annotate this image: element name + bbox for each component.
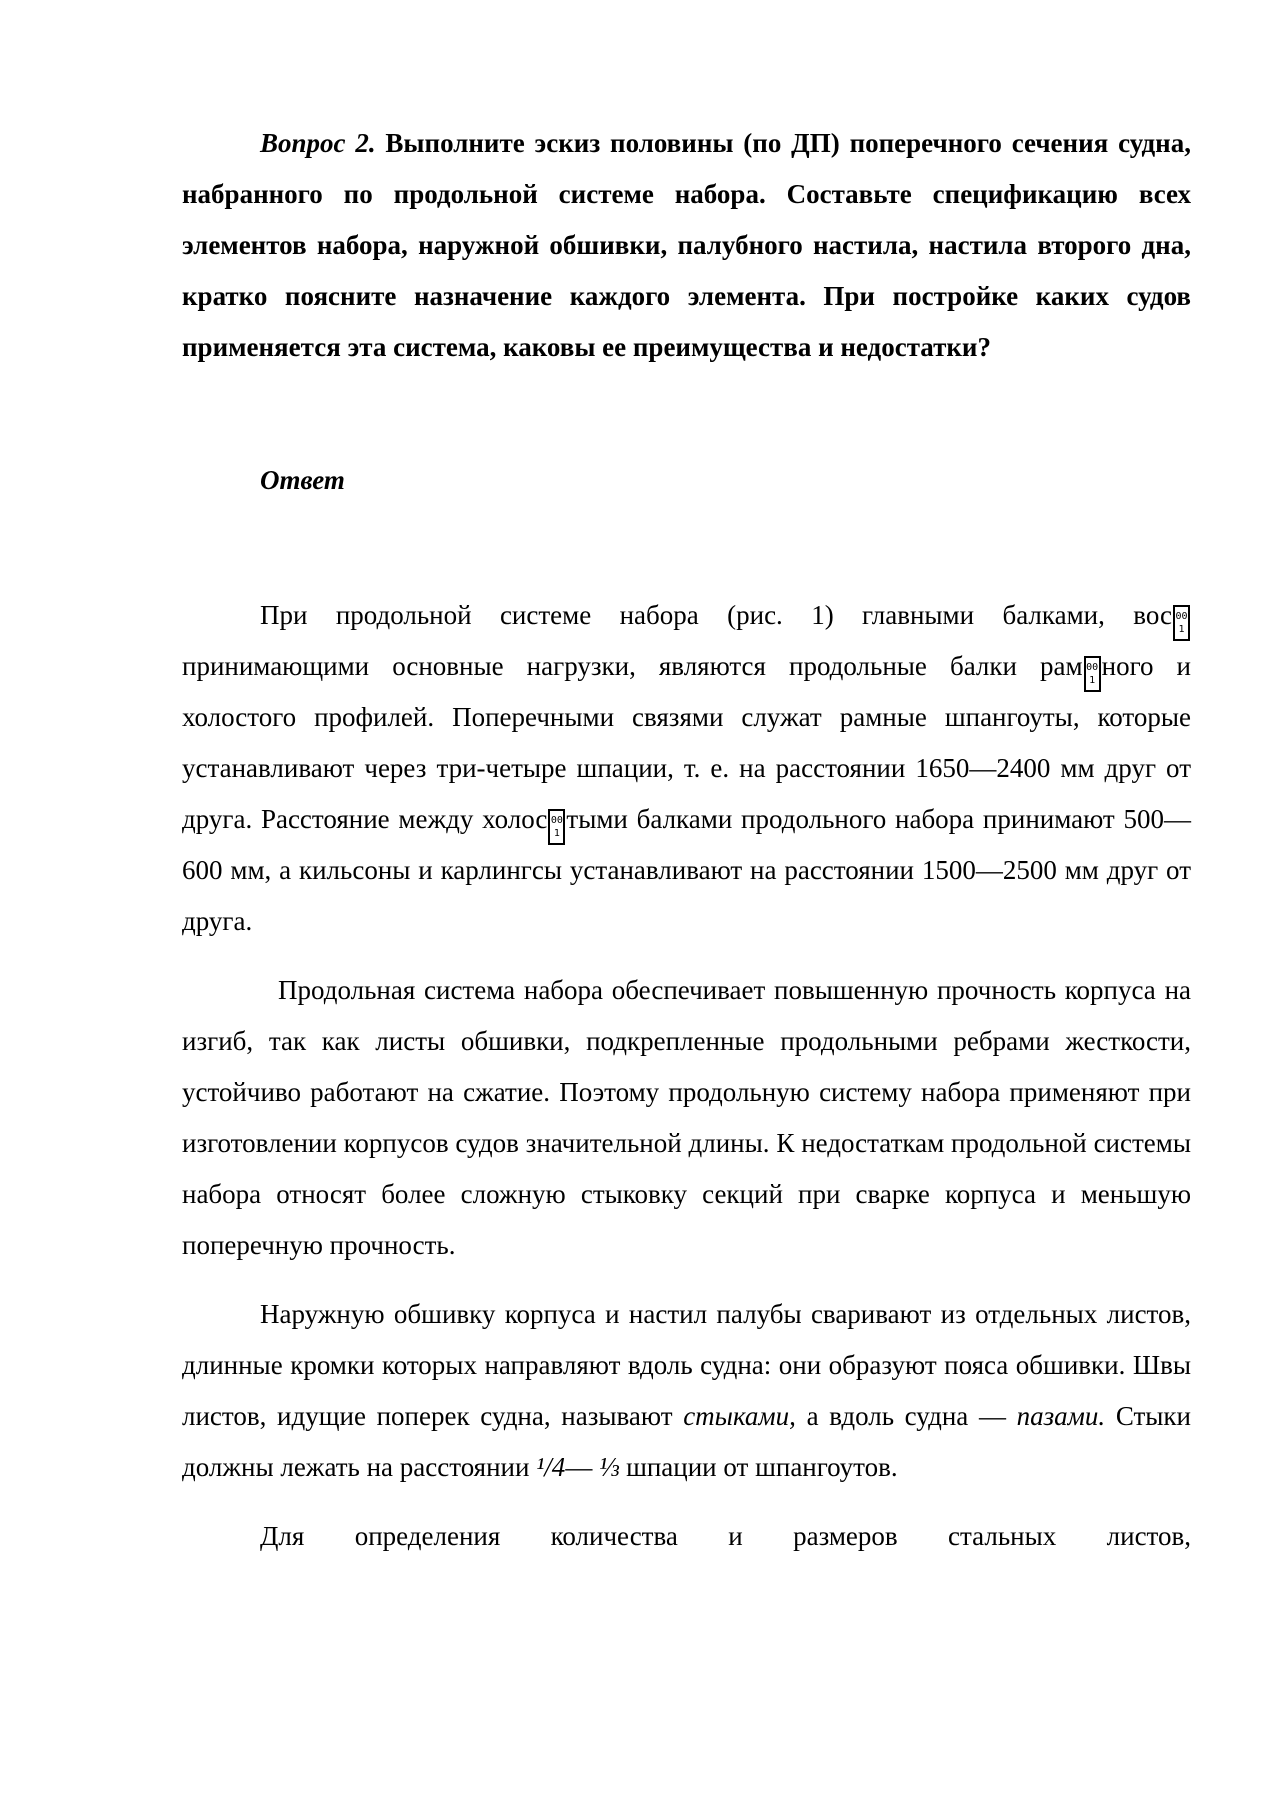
spacer [182,373,1191,455]
paragraph-4: Для определения количества и размеров стальных листов, [260,1521,1191,1551]
paragraph-1-text: ного и холостого профилей. Поперечными связями служат рамные шпангоуты, которые устанавливают через три-четыре шпации, т. е. на расстоянии 1650—2400 мм друг от друга. Расстояние между холос [182,651,1191,834]
missing-glyph-icon: 00 1 [1084,656,1101,692]
missing-glyph-icon: 00 1 [548,809,565,845]
paragraph-1-text: принимающими основные нагрузки, являются продольные балки рам [182,651,1083,681]
term-pazy: пазами. [1016,1401,1106,1431]
paragraph-1-text: тыми балками продольного набора принимают 500—600 мм, а кильсоны и карлингсы устанавливают на расстоянии 1500—2500 мм друг от друга. [182,804,1191,936]
paragraph-2: Продольная система набора обеспечивает повышенную прочность корпуса на изгиб, так как листы обшивки, подкрепленные продольными ребрами жесткости, устойчиво работают на сжатие. Поэтому продольную систему набора применяют при изготовлении корпусов судов значительной длины. К недостаткам продольной системы набора относят более сложную стыковку секций при сварке корпуса и меньшую поперечную прочность. [182,975,1191,1260]
answer-heading: Ответ [260,465,345,495]
paragraph-1 [182,590,1191,947]
paragraph-3: Наружную обшивку корпуса и настил палубы сваривают из отдельных листов, длинные кромки которых направляют вдоль судна: они образуют пояса обшивки. Швы листов, идущие поперек судна, называют стыками, а вдоль судна — пазами. Стыки должны лежать на расстоянии ¹/4— ⅓ шпации от шпангоутов. [182,1299,1191,1482]
term-styki: стыками, [683,1401,796,1431]
missing-glyph-icon: 00 1 [1173,605,1190,641]
spacer [182,1271,1191,1289]
fraction-quarter: ¹/4 [536,1452,566,1482]
question-paragraph [182,118,1191,373]
question-text: Выполните эскиз половины (по ДП) поперечного сечения судна, набранного по продольной системе набора. Составьте спецификацию всех элементов набора, наружной обшивки, палубного настила, настила второго дна, кратко поясните назначение каждого элемента. При постройке каких судов применяется эта система, каковы ее преимущества и недостатки? [182,128,1191,362]
question-label: Вопрос 2. [260,128,376,158]
spacer [182,506,1191,590]
paragraph-1-text: При продольной системе набора (рис. 1) главными балками, вос [260,600,1172,630]
document-page [182,118,1191,1562]
spacer [182,947,1191,965]
spacer [182,1493,1191,1511]
fraction-third: ⅓ [599,1452,620,1482]
